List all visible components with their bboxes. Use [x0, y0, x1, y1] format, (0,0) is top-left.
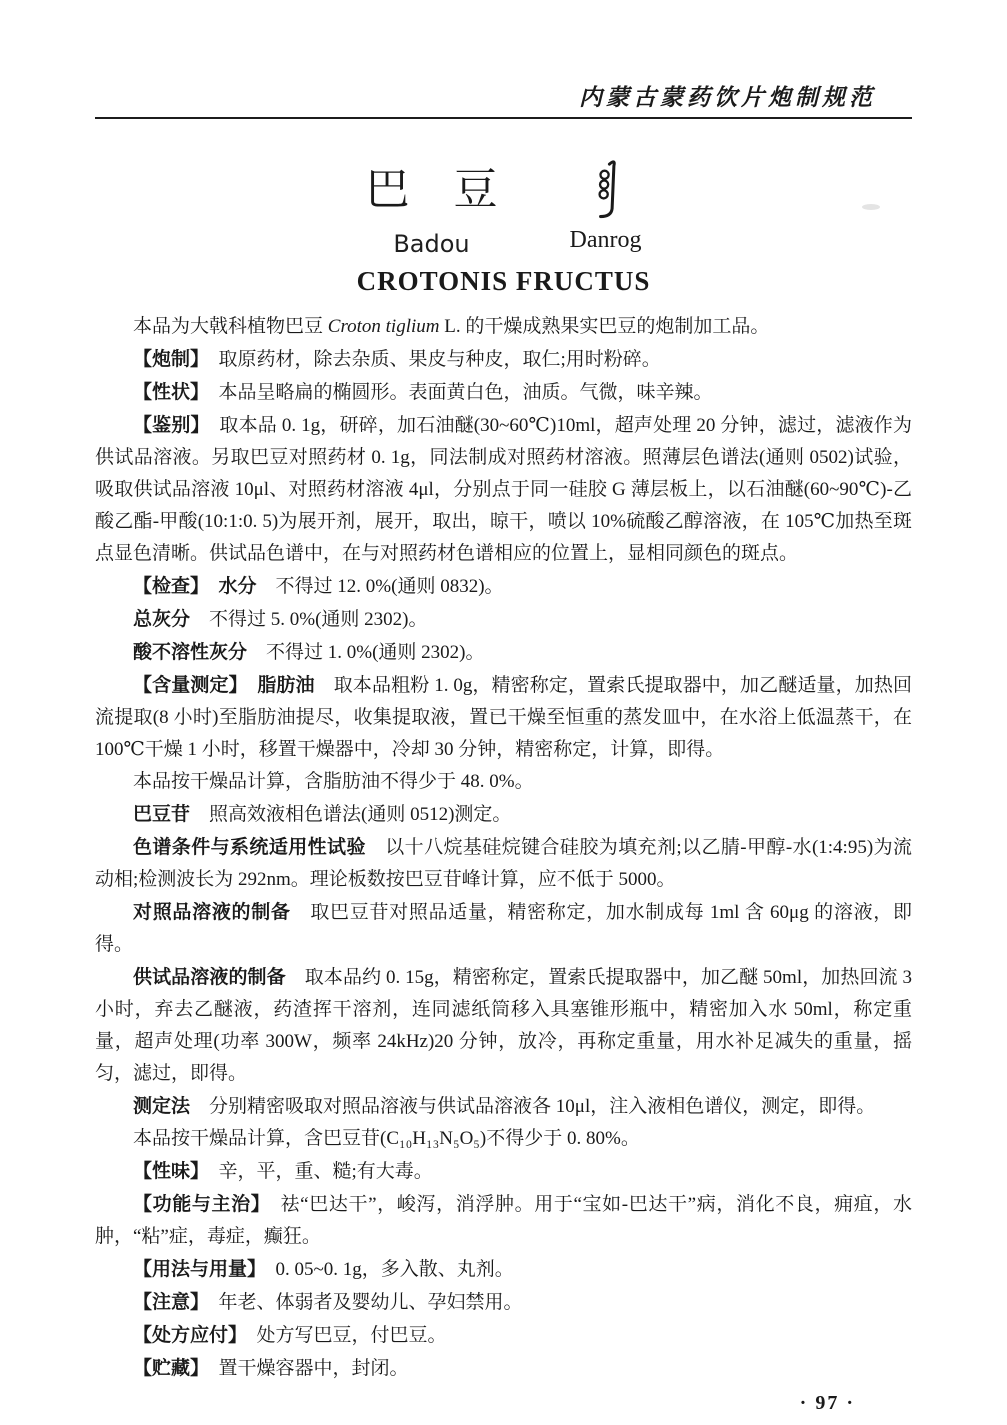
- body-text: 本品按干燥品计算，含脂肪油不得少于 48. 0%。: [133, 771, 534, 792]
- body-text: 分别精密吸取对照品溶液与供试品溶液各 10μl，注入液相色谱仪，测定，即得。: [190, 1096, 876, 1117]
- body-text: 本品按干燥品计算，含巴豆苷(C₁₀H₁₃N₅O₅)不得少于 0. 80%。: [133, 1128, 640, 1149]
- section-label: 【贮藏】: [133, 1357, 200, 1379]
- section-label: 【炮制】: [133, 348, 200, 370]
- body-text: 取原药材，除去杂质、果皮与种皮，取仁;用时粉碎。: [199, 349, 661, 370]
- body-text: 不得过 12. 0%(通则 0832)。: [256, 576, 504, 597]
- section-label: 供试品溶液的制备: [133, 966, 286, 988]
- body-text: 辛，平，重、糙;有大毒。: [199, 1161, 433, 1182]
- body-text: 不得过 5. 0%(通则 2302)。: [190, 609, 428, 630]
- paragraph: [95, 831, 912, 896]
- section-label: 【含量测定】: [133, 674, 239, 696]
- drug-name-mongolian-latin: Danrog: [569, 227, 642, 253]
- section-label: 总灰分: [133, 608, 191, 630]
- body-text: 取巴豆苷对照品适量，精密称定，加水制成每 1ml 含 60μg 的溶液，即得。: [95, 902, 912, 955]
- body-text: 祛“巴达干”，峻泻，消浮肿。用于“宝如-巴达干”病，消化不良，痈疽，水肿，“粘”症，毒症，癫狂。: [95, 1194, 912, 1247]
- paragraph: [95, 311, 912, 343]
- paragraph: [95, 1155, 912, 1188]
- section-label: 【鉴别】: [133, 414, 201, 436]
- paragraph: [95, 1319, 912, 1352]
- page-header: [95, 84, 912, 119]
- section-label: 酸不溶性灰分: [133, 641, 248, 663]
- body-text: 取本品粗粉 1. 0g，精密称定，置索氏提取器中，加乙醚适量，加热回流提取(8 小时)至脂肪油提尽，收集提取液，置已干燥至恒重的蒸发皿中，在水浴上低温蒸干，在 100℃干燥 1 小时，移置干燥器中，冷却 30 分钟，精密称定，计算，即得。: [95, 675, 912, 760]
- paragraph: [95, 766, 912, 798]
- body-text: 年老、体弱者及婴幼儿、孕妇禁用。: [199, 1292, 523, 1313]
- page-number: · 97 ·: [799, 1392, 855, 1414]
- body-text: [238, 675, 257, 696]
- paragraph: [95, 1090, 912, 1123]
- body-text: [200, 576, 219, 597]
- mongolian-title-column: [570, 157, 642, 254]
- body-text: 不得过 1. 0%(通则 2302)。: [247, 642, 485, 663]
- section-label: 巴豆苷: [133, 803, 191, 825]
- latin-binomial: Croton tiglium: [327, 316, 440, 337]
- paragraph: [95, 343, 912, 376]
- paragraph: [95, 636, 912, 669]
- section-label: 【注意】: [133, 1291, 200, 1313]
- body-text: 0. 05~0. 1g，多入散、丸剂。: [256, 1259, 514, 1280]
- section-label: 【性味】: [133, 1160, 200, 1182]
- scan-artifact: [862, 204, 880, 210]
- paragraph: [95, 1286, 912, 1319]
- paragraph: [95, 1253, 912, 1286]
- paragraph: [95, 1188, 912, 1253]
- section-label: 对照品溶液的制备: [133, 901, 291, 923]
- paragraph: [95, 896, 912, 961]
- body-text: 置干燥容器中，封闭。: [199, 1358, 409, 1379]
- section-label: 色谱条件与系统适用性试验: [133, 836, 366, 858]
- section-label: 【性状】: [133, 381, 200, 403]
- section-label: 【处方应付】: [133, 1324, 238, 1346]
- body-text: 处方写巴豆，付巴豆。: [237, 1325, 447, 1346]
- mongolian-script-glyph: [590, 157, 620, 221]
- paragraph: [95, 1352, 912, 1385]
- body-text: 以十八烷基硅烷键合硅胶为填充剂;以乙腈-甲醇-水(1:4:95)为流动相;检测波长为 292nm。理论板数按巴豆苷峰计算，应不低于 5000。: [95, 837, 912, 890]
- section-label: 水分: [218, 575, 257, 597]
- section-label: 【功能与主治】: [133, 1193, 261, 1215]
- paragraph: [95, 669, 912, 766]
- drug-name-latin: CROTONIS FRUCTUS: [356, 266, 651, 296]
- section-label: 【检查】: [133, 575, 200, 597]
- drug-name-chinese: 巴 豆: [365, 165, 498, 214]
- paragraph: [95, 798, 912, 831]
- chinese-title-column: [366, 157, 498, 258]
- paragraph: [95, 1123, 912, 1155]
- body-text: 照高效液相色谱法(通则 0512)测定。: [190, 804, 512, 825]
- section-label: 测定法: [133, 1095, 191, 1117]
- paragraph: [95, 570, 912, 603]
- paragraph: [95, 603, 912, 636]
- section-label: 脂肪油: [257, 674, 315, 696]
- body-text: 取本品 0. 1g，研碎，加石油醚(30~60℃)10ml，超声处理 20 分钟，滤过，滤液作为供试品溶液。另取巴豆对照药材 0. 1g，同法制成对照药材溶液。照薄层色谱法(通则 0502)试验，吸取供试品溶液 10μl、对照药材溶液 4μl，分别点于同一硅胶 G 薄层板上，以石油醚(60~90℃)-乙酸乙酯-甲酸(10:1:0. 5)为展开剂，展开，取出，晾干，喷以 10%硫酸乙醇溶液，在 105℃加热至斑点显色清晰。供试品色谱中，在与对照药材色谱相应的位置上，显相同颜色的斑点。: [95, 415, 912, 564]
- body-text: L. 的干燥成熟果实巴豆的炮制加工品。: [439, 316, 770, 337]
- header-rule: [95, 117, 912, 119]
- monograph-body: [95, 311, 912, 1385]
- book-title: 内蒙古蒙药饮片炮制规范: [579, 85, 876, 110]
- paragraph: [95, 409, 912, 570]
- body-text: 本品呈略扁的椭圆形。表面黄白色，油质。气微，味辛辣。: [199, 382, 713, 403]
- section-label: 【用法与用量】: [133, 1258, 257, 1280]
- body-text: 取本品约 0. 15g，精密称定，置索氏提取器中，加乙醚 50ml，加热回流 3 小时，弃去乙醚液，药渣挥干溶剂，连同滤纸筒移入具塞锥形瓶中，精密加入水 50ml，称定重量，超声处理(功率 300W，频率 24kHz)20 分钟，放冷，再称定重量，用水补足减失的重量，摇匀，滤过，即得。: [95, 967, 912, 1084]
- monograph-title-block: [95, 157, 912, 297]
- paragraph: [95, 961, 912, 1090]
- drug-name-pinyin: Badou: [393, 230, 470, 258]
- paragraph: [95, 376, 912, 409]
- title-grid: [95, 157, 912, 258]
- body-text: 本品为大戟科植物巴豆: [133, 316, 328, 337]
